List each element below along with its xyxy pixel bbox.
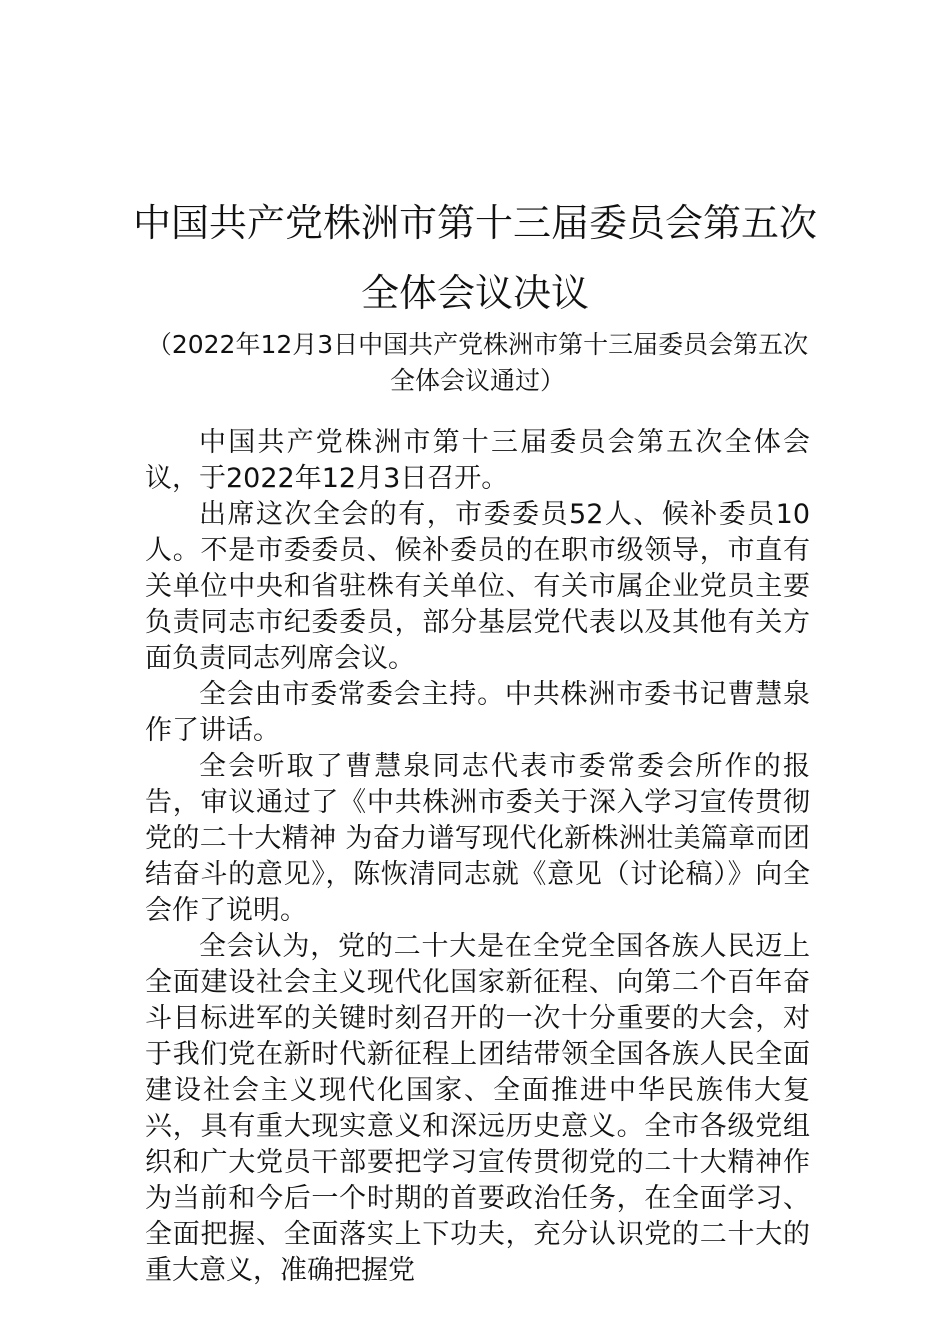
paragraph-significance: 全会认为，党的二十大是在全党全国各族人民迈上全面建设社会主义现代化国家新征程、向第二个百年奋斗目标进军的关键时刻召开的一次十分重要的大会，对于我们党在新时代新征程上团结带领全国各族人民全面建设社会主义现代化国家、全面推进中华民族伟大复兴，具有重大现实意义和深远历史意义。全市各级党组织和广大党员干部要把学习宣传贯彻党的二十大精神作为当前和今后一个时期的首要政治任务，在全面学习、全面把握、全面落实上下功夫，充分认识党的二十大的重大意义，准确把握党	[145, 931, 810, 1286]
document-title-line-1: 中国共产党株洲市第十三届委员会第五次	[132, 201, 817, 245]
paragraph-meeting-date: 中国共产党株洲市第十三届委员会第五次全体会议，于2022年12月3日召开。	[145, 427, 810, 494]
paragraph-report: 全会听取了曹慧泉同志代表市委常委会所作的报告，审议通过了《中共株洲市委关于深入学习宣传贯彻党的二十大精神 为奋力谱写现代化新株洲壮美篇章而团结奋斗的意见》，陈恢清同志就《意见（讨论稿）》向全会作了说明。	[145, 751, 810, 926]
document-title-line-2: 全体会议决议	[360, 271, 589, 315]
document-body	[145, 425, 810, 1289]
paragraph-attendees: 出席这次全会的有，市委委员52人、候补委员10人。不是市委委员、候补委员的在职市级领导，市直有关单位中央和省驻株有关单位、有关市属企业党员主要负责同志市纪委委员，部分基层党代表以及其他有关方面负责同志列席会议。	[145, 499, 810, 674]
document-subtitle: （2022年12月3日中国共产党株洲市第十三届委员会第五次全体会议通过）	[146, 330, 809, 395]
paragraph-chair: 全会由市委常委会主持。中共株洲市委书记曹慧泉作了讲话。	[145, 679, 810, 746]
